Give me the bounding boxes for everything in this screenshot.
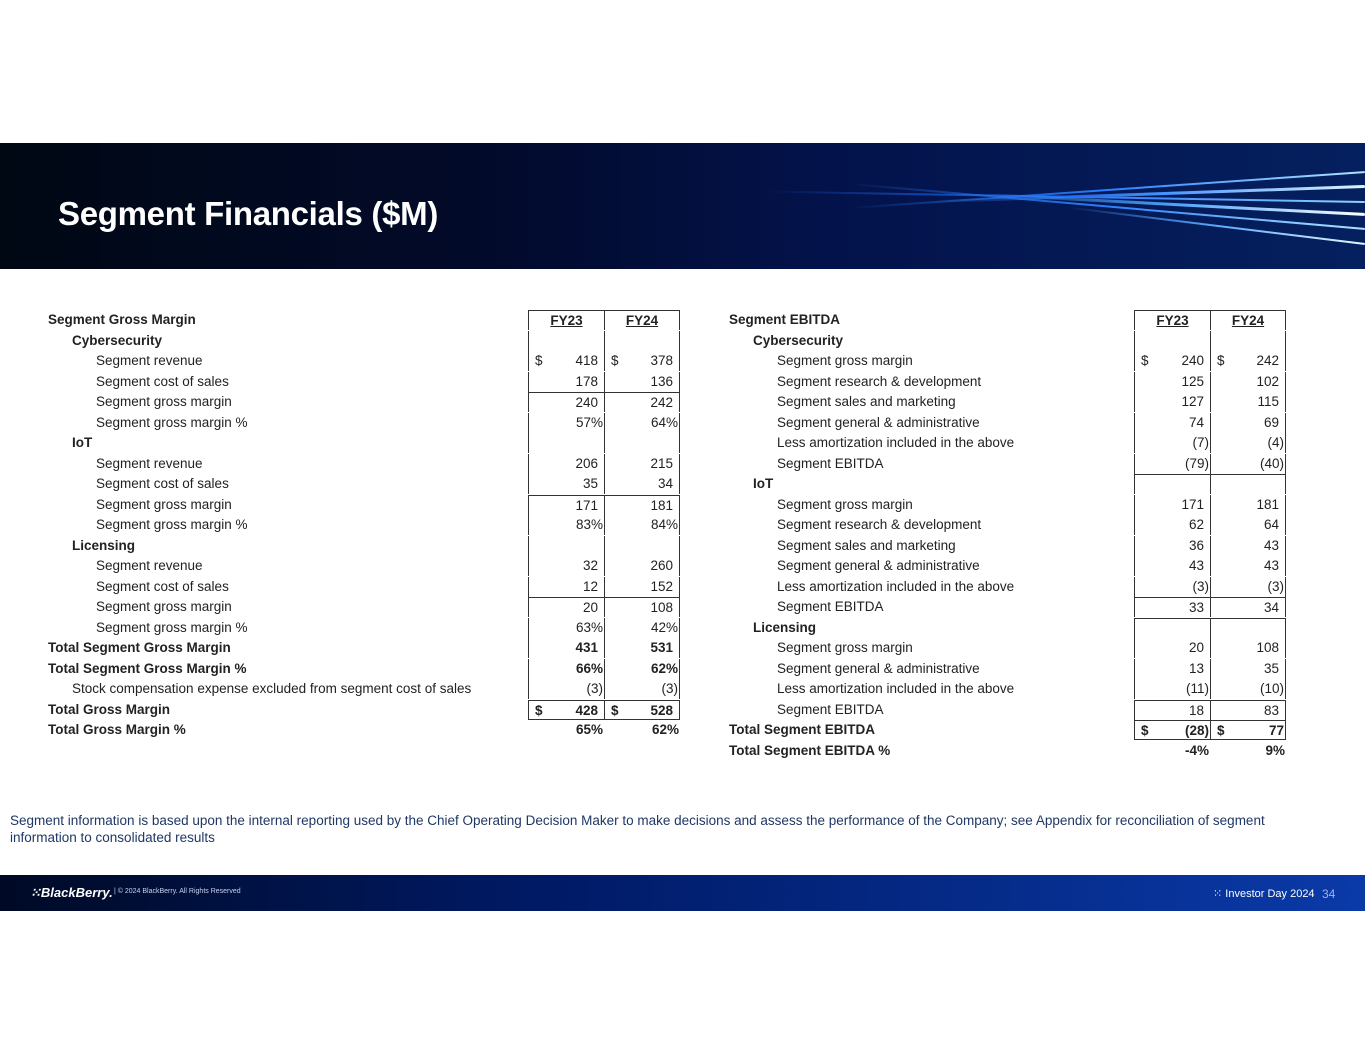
value-cell bbox=[604, 659, 680, 679]
row-label: Less amortization included in the above bbox=[777, 435, 1015, 450]
table-row bbox=[729, 577, 1289, 597]
row-label: Total Gross Margin bbox=[48, 701, 171, 717]
table-row bbox=[729, 495, 1289, 515]
cell-value: 206 bbox=[575, 455, 598, 471]
cell-value: (4) bbox=[1267, 435, 1284, 450]
value-cell bbox=[1210, 413, 1286, 433]
value-cell bbox=[528, 536, 604, 556]
row-label: Segment gross margin bbox=[96, 599, 232, 614]
table-row bbox=[729, 515, 1289, 535]
table-row bbox=[729, 433, 1289, 453]
cell-value: 63% bbox=[575, 619, 603, 635]
cell-value: (3) bbox=[661, 681, 678, 696]
table-row bbox=[729, 679, 1289, 699]
column-header: FY24 bbox=[625, 313, 659, 328]
value-cell bbox=[1134, 638, 1210, 658]
value-cell bbox=[604, 556, 680, 576]
value-cell bbox=[1210, 474, 1286, 494]
currency-symbol: $ bbox=[535, 702, 543, 718]
cell-value: (3) bbox=[1192, 578, 1209, 594]
table-row bbox=[48, 515, 688, 535]
currency-symbol: $ bbox=[611, 702, 619, 718]
value-cell bbox=[528, 454, 604, 474]
value-cell bbox=[1210, 741, 1286, 761]
value-cell bbox=[604, 372, 680, 392]
value-cell bbox=[1210, 577, 1286, 597]
cell-value: 181 bbox=[1256, 496, 1279, 512]
value-cell bbox=[528, 638, 604, 658]
value-cell bbox=[1134, 679, 1210, 699]
cell-value: 171 bbox=[1181, 496, 1204, 512]
cell-value: 13 bbox=[1188, 660, 1204, 676]
column-header-cell bbox=[528, 310, 604, 330]
table-row bbox=[48, 720, 688, 740]
cell-value: 152 bbox=[650, 578, 673, 594]
cell-value: 62 bbox=[1188, 517, 1204, 532]
value-cell bbox=[604, 474, 680, 494]
value-cell bbox=[604, 331, 680, 351]
blackberry-icon: ⁙ bbox=[1213, 888, 1223, 900]
cell-value: 418 bbox=[575, 353, 598, 368]
value-cell bbox=[604, 597, 680, 617]
cell-value: (11) bbox=[1185, 681, 1209, 696]
cell-value: 34 bbox=[657, 476, 673, 491]
cell-value: 64% bbox=[650, 414, 678, 430]
row-label: Total Segment Gross Margin % bbox=[48, 660, 247, 676]
row-label: Licensing bbox=[72, 537, 136, 553]
value-cell bbox=[528, 618, 604, 638]
cell-value: 62% bbox=[650, 660, 678, 676]
value-cell bbox=[528, 372, 604, 392]
cell-value: 69 bbox=[1263, 414, 1279, 430]
currency-symbol: $ bbox=[1141, 353, 1149, 368]
row-label: Segment gross margin bbox=[777, 353, 913, 368]
value-cell bbox=[1134, 618, 1210, 638]
cell-value: 171 bbox=[575, 497, 598, 513]
column-header-cell bbox=[1210, 310, 1286, 330]
cell-value: 66% bbox=[575, 660, 603, 676]
cell-value: 35 bbox=[1263, 660, 1279, 676]
cell-value: 260 bbox=[650, 558, 673, 573]
row-label: Segment gross margin % bbox=[96, 517, 248, 532]
value-cell bbox=[1134, 536, 1210, 556]
value-cell bbox=[1134, 331, 1210, 351]
table-row bbox=[48, 495, 688, 515]
table-row bbox=[48, 331, 688, 351]
blackberry-wordmark: BlackBerry. bbox=[40, 885, 113, 900]
row-label: Total Segment Gross Margin bbox=[48, 640, 231, 655]
cell-value: 43 bbox=[1263, 558, 1279, 573]
value-cell bbox=[604, 515, 680, 535]
footer-bar bbox=[0, 875, 1365, 911]
copyright-text: | © 2024 BlackBerry. All Rights Reserved bbox=[114, 888, 241, 895]
table-heading: Segment Gross Margin bbox=[48, 312, 196, 327]
value-cell bbox=[604, 351, 680, 371]
currency-symbol: $ bbox=[1217, 723, 1225, 738]
row-label: Licensing bbox=[753, 619, 817, 635]
cell-value: 215 bbox=[650, 455, 673, 471]
value-cell bbox=[1210, 597, 1286, 617]
value-cell bbox=[1210, 351, 1286, 371]
value-cell bbox=[604, 577, 680, 597]
cell-value: 240 bbox=[575, 395, 598, 410]
table-row bbox=[729, 392, 1289, 412]
table-row bbox=[729, 413, 1289, 433]
value-cell bbox=[1134, 433, 1210, 453]
value-cell bbox=[1210, 679, 1286, 699]
value-cell bbox=[1134, 413, 1210, 433]
value-cell bbox=[528, 495, 604, 515]
row-label: Segment revenue bbox=[96, 558, 203, 573]
value-cell bbox=[604, 638, 680, 658]
cell-value: 34 bbox=[1263, 600, 1279, 615]
value-cell bbox=[1134, 474, 1210, 494]
table-row bbox=[729, 474, 1289, 494]
row-label: Stock compensation expense excluded from segment cost of sales bbox=[72, 681, 472, 696]
table-row bbox=[48, 433, 688, 453]
cell-value: 9% bbox=[1265, 742, 1285, 758]
currency-symbol: $ bbox=[1217, 353, 1225, 368]
value-cell bbox=[528, 700, 604, 720]
row-label: Total Segment EBITDA bbox=[729, 722, 876, 737]
table-row bbox=[729, 618, 1289, 638]
segment-ebitda-table bbox=[729, 310, 1289, 770]
value-cell bbox=[528, 597, 604, 617]
value-cell bbox=[1210, 392, 1286, 412]
cell-value: 84% bbox=[650, 517, 678, 532]
title-banner bbox=[0, 143, 1365, 269]
value-cell bbox=[1134, 700, 1210, 720]
table-row bbox=[48, 536, 688, 556]
cell-value: 431 bbox=[575, 640, 598, 655]
value-cell bbox=[1210, 618, 1286, 638]
row-label: Segment general & administrative bbox=[777, 414, 980, 430]
table-header-row bbox=[729, 310, 1289, 330]
row-label: Segment gross margin % bbox=[96, 619, 248, 635]
cell-value: (3) bbox=[1267, 578, 1284, 594]
row-label: Segment general & administrative bbox=[777, 660, 980, 676]
table-row bbox=[729, 720, 1289, 740]
table-row bbox=[729, 351, 1289, 371]
cell-value: 531 bbox=[650, 640, 673, 655]
value-cell bbox=[528, 392, 604, 412]
cell-value: 77 bbox=[1268, 723, 1284, 738]
cell-value: 136 bbox=[650, 373, 673, 389]
row-label: Segment EBITDA bbox=[777, 701, 884, 717]
row-label: Segment revenue bbox=[96, 353, 203, 368]
cell-value: (10) bbox=[1259, 681, 1284, 696]
value-cell bbox=[1134, 495, 1210, 515]
table-row bbox=[729, 556, 1289, 576]
cell-value: 43 bbox=[1263, 537, 1279, 553]
value-cell bbox=[528, 351, 604, 371]
value-cell bbox=[1134, 372, 1210, 392]
page-number: 34 bbox=[1322, 887, 1336, 901]
table-row bbox=[729, 454, 1289, 474]
value-cell bbox=[1210, 433, 1286, 453]
row-label: Segment EBITDA bbox=[777, 599, 884, 614]
cell-value: 83% bbox=[575, 517, 603, 532]
table-row bbox=[48, 618, 688, 638]
cell-value: 12 bbox=[582, 578, 598, 594]
table-row bbox=[729, 700, 1289, 720]
column-header: FY23 bbox=[550, 313, 583, 328]
row-label: Segment gross margin bbox=[777, 496, 913, 512]
cell-value: 428 bbox=[575, 702, 598, 718]
cell-value: 178 bbox=[575, 373, 598, 389]
cell-value: 378 bbox=[650, 353, 673, 368]
cell-value: 18 bbox=[1188, 702, 1204, 718]
value-cell bbox=[528, 659, 604, 679]
value-cell bbox=[1210, 495, 1286, 515]
value-cell bbox=[528, 515, 604, 535]
value-cell bbox=[528, 331, 604, 351]
cell-value: 42% bbox=[650, 619, 678, 635]
cell-value: (28) bbox=[1184, 723, 1209, 738]
row-label: Cybersecurity bbox=[72, 332, 163, 348]
value-cell bbox=[604, 618, 680, 638]
table-row bbox=[729, 331, 1289, 351]
cell-value: 108 bbox=[1256, 640, 1279, 655]
cell-value: 64 bbox=[1263, 517, 1279, 532]
value-cell bbox=[1210, 659, 1286, 679]
currency-symbol: $ bbox=[535, 353, 543, 368]
table-row bbox=[48, 679, 688, 699]
cell-value: 62% bbox=[651, 722, 679, 737]
column-header: FY23 bbox=[1156, 313, 1189, 328]
table-row bbox=[48, 556, 688, 576]
cell-value: (7) bbox=[1192, 435, 1209, 450]
value-cell bbox=[1134, 392, 1210, 412]
table-row bbox=[729, 741, 1289, 761]
value-cell bbox=[1134, 454, 1210, 474]
event-name bbox=[1213, 887, 1315, 900]
cell-value: 74 bbox=[1188, 414, 1204, 430]
value-cell bbox=[604, 413, 680, 433]
table-header-row bbox=[48, 310, 688, 330]
value-cell bbox=[1210, 454, 1286, 474]
page-title: Segment Financials ($M) bbox=[58, 195, 439, 232]
segment-gross-margin-table bbox=[48, 310, 688, 750]
row-label: Cybersecurity bbox=[753, 332, 844, 348]
value-cell bbox=[1210, 331, 1286, 351]
cell-value: 32 bbox=[582, 558, 598, 573]
cell-value: 33 bbox=[1188, 600, 1204, 615]
row-label: Segment EBITDA bbox=[777, 455, 884, 471]
row-label: Segment gross margin bbox=[96, 496, 232, 512]
cell-value: 57% bbox=[575, 414, 603, 430]
cell-value: 83 bbox=[1263, 702, 1279, 718]
row-label: Segment gross margin % bbox=[96, 414, 248, 430]
blackberry-icon: ⁙ bbox=[30, 885, 41, 900]
cell-value: 127 bbox=[1181, 394, 1204, 409]
value-cell bbox=[604, 495, 680, 515]
value-cell bbox=[528, 474, 604, 494]
event-label: Investor Day 2024 bbox=[1225, 888, 1315, 900]
value-cell bbox=[1134, 597, 1210, 617]
value-cell bbox=[604, 433, 680, 453]
value-cell bbox=[1210, 556, 1286, 576]
value-cell bbox=[604, 536, 680, 556]
value-cell bbox=[1210, 536, 1286, 556]
cell-value: 102 bbox=[1256, 373, 1279, 389]
row-label: Segment gross margin bbox=[777, 640, 913, 655]
table-row bbox=[48, 392, 688, 412]
value-cell bbox=[528, 577, 604, 597]
table-row bbox=[729, 372, 1289, 392]
table-row bbox=[729, 659, 1289, 679]
table-row bbox=[48, 597, 688, 617]
table-row bbox=[48, 638, 688, 658]
value-cell bbox=[1134, 659, 1210, 679]
row-label: Segment cost of sales bbox=[96, 578, 229, 594]
value-cell bbox=[1134, 351, 1210, 371]
value-cell bbox=[604, 700, 680, 720]
cell-value: (40) bbox=[1259, 455, 1284, 471]
row-label: Segment general & administrative bbox=[777, 558, 980, 573]
row-label: Segment sales and marketing bbox=[777, 537, 956, 553]
cell-value: 108 bbox=[650, 600, 673, 615]
value-cell bbox=[1134, 515, 1210, 535]
value-cell bbox=[528, 679, 604, 699]
table-row bbox=[48, 372, 688, 392]
cell-value: 36 bbox=[1188, 537, 1204, 553]
cell-value: 20 bbox=[582, 600, 598, 615]
table-row bbox=[48, 454, 688, 474]
column-header-cell bbox=[604, 310, 680, 330]
table-row bbox=[48, 474, 688, 494]
value-cell bbox=[1134, 577, 1210, 597]
table-row bbox=[48, 577, 688, 597]
value-cell bbox=[604, 454, 680, 474]
cell-value: -4% bbox=[1184, 742, 1209, 758]
value-cell bbox=[1210, 372, 1286, 392]
row-label: Less amortization included in the above bbox=[777, 578, 1015, 594]
cell-value: (79) bbox=[1184, 455, 1209, 471]
value-cell bbox=[604, 392, 680, 412]
cell-value: 242 bbox=[650, 395, 673, 410]
cell-value: 242 bbox=[1256, 353, 1279, 368]
cell-value: (3) bbox=[586, 681, 603, 696]
value-cell bbox=[604, 679, 680, 699]
currency-symbol: $ bbox=[1141, 723, 1149, 738]
table-row bbox=[48, 351, 688, 371]
cell-value: 528 bbox=[650, 702, 673, 718]
column-header: FY24 bbox=[1231, 313, 1265, 328]
table-row bbox=[48, 700, 688, 720]
cell-value: 240 bbox=[1181, 353, 1204, 368]
cell-value: 125 bbox=[1181, 373, 1204, 389]
row-label: Segment research & development bbox=[777, 373, 982, 389]
table-row bbox=[729, 638, 1289, 658]
table-row bbox=[729, 597, 1289, 617]
value-cell bbox=[604, 720, 680, 740]
table-row bbox=[48, 659, 688, 679]
row-label: Segment cost of sales bbox=[96, 373, 229, 389]
value-cell bbox=[1210, 700, 1286, 720]
value-cell bbox=[528, 720, 604, 740]
blackberry-logo bbox=[30, 885, 113, 901]
value-cell bbox=[1134, 720, 1210, 740]
value-cell bbox=[1210, 720, 1286, 740]
row-label: Segment sales and marketing bbox=[777, 394, 956, 409]
currency-symbol: $ bbox=[611, 353, 619, 368]
row-label: Segment revenue bbox=[96, 455, 203, 471]
cell-value: 181 bbox=[650, 497, 673, 513]
table-row bbox=[48, 413, 688, 433]
cell-value: 20 bbox=[1188, 640, 1204, 655]
cell-value: 65% bbox=[575, 722, 603, 737]
row-label: IoT bbox=[72, 435, 93, 450]
row-label: Total Gross Margin % bbox=[48, 722, 186, 737]
row-label: Segment gross margin bbox=[96, 394, 232, 409]
row-label: Segment cost of sales bbox=[96, 476, 229, 491]
row-label: IoT bbox=[753, 476, 774, 491]
row-label: Less amortization included in the above bbox=[777, 681, 1015, 696]
footnote: Segment information is based upon the internal reporting used by the Chief Operating Decision Maker to make decisions and assess the performance of the Company; see Appendix for reconciliation of segment information to consolidated results bbox=[10, 813, 1265, 845]
value-cell bbox=[1134, 741, 1210, 761]
row-label: Segment research & development bbox=[777, 517, 982, 532]
row-label: Total Segment EBITDA % bbox=[729, 742, 891, 758]
column-header-cell bbox=[1134, 310, 1210, 330]
cell-value: 115 bbox=[1257, 394, 1279, 409]
table-row bbox=[729, 536, 1289, 556]
value-cell bbox=[528, 556, 604, 576]
value-cell bbox=[528, 433, 604, 453]
value-cell bbox=[1134, 556, 1210, 576]
value-cell bbox=[1210, 515, 1286, 535]
cell-value: 43 bbox=[1188, 558, 1204, 573]
value-cell bbox=[528, 413, 604, 433]
cell-value: 35 bbox=[582, 476, 598, 491]
table-heading: Segment EBITDA bbox=[729, 312, 841, 327]
value-cell bbox=[1210, 638, 1286, 658]
